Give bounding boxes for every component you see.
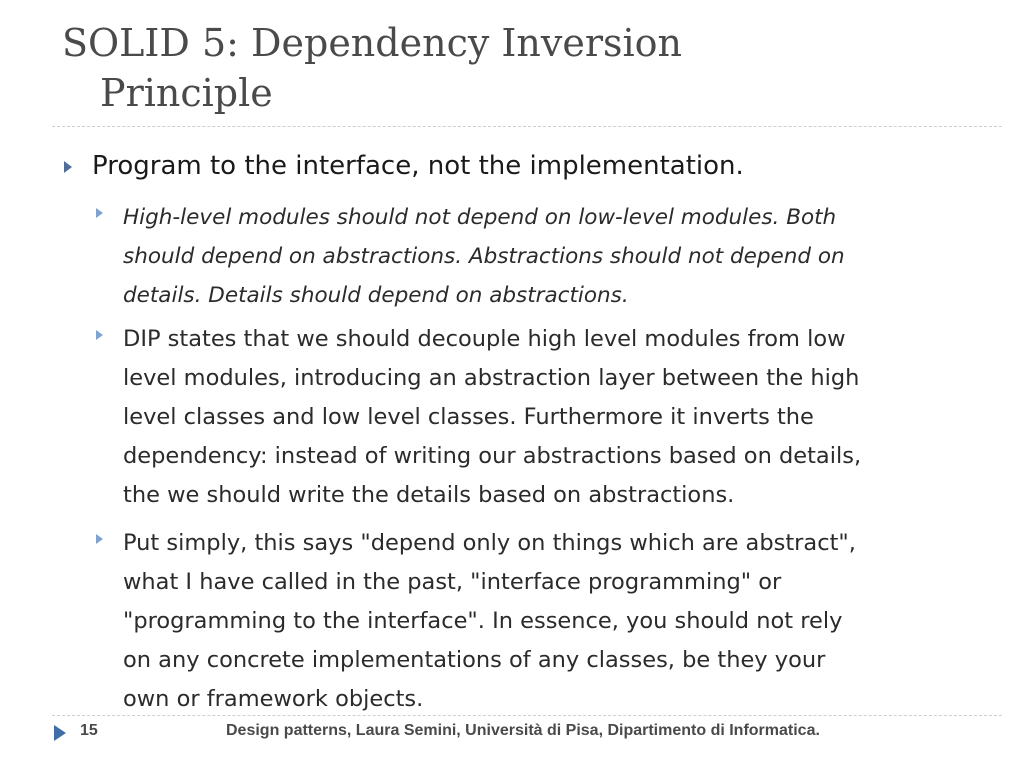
- sub-bullet-3-line: own or framework objects.: [123, 686, 424, 712]
- sub-bullet-arrow-icon: [96, 534, 103, 544]
- sub-bullet-3-text: [123, 524, 983, 719]
- sub-bullet-2-text: [123, 320, 983, 515]
- sub-bullet-1: [96, 198, 986, 318]
- page-number: 15: [80, 722, 98, 739]
- title-line-1: SOLID 5: Dependency Inversion: [62, 21, 683, 65]
- title-divider: [52, 126, 1002, 127]
- sub-bullet-arrow-icon: [96, 330, 103, 340]
- sub-bullet-2: [96, 320, 986, 520]
- title-line-2: Principle: [100, 71, 273, 115]
- main-bullet-text: Program to the interface, not the implementation.: [92, 151, 744, 181]
- sub-bullet-1-line: High-level modules should not depend on low-level modules. Both: [123, 205, 837, 230]
- sub-bullet-3-line: Put simply, this says "depend only on things which are abstract",: [123, 530, 856, 556]
- sub-bullet-2-line: level modules, introducing an abstraction layer between the high: [123, 365, 860, 391]
- sub-bullet-2-line: DIP states that we should decouple high level modules from low: [123, 326, 846, 352]
- sub-bullet-3-line: on any concrete implementations of any classes, be they your: [123, 647, 826, 673]
- sub-bullet-2-line: level classes and low level classes. Furthermore it inverts the: [123, 404, 814, 430]
- sub-bullet-3-line: what I have called in the past, "interface programming" or: [123, 569, 782, 595]
- footer-arrow-icon: [54, 725, 66, 741]
- footer-text: Design patterns, Laura Semini, Università di Pisa, Dipartimento di Informatica.: [226, 722, 820, 739]
- sub-bullet-arrow-icon: [96, 208, 103, 218]
- sub-bullet-1-line: should depend on abstractions. Abstractions should not depend on: [123, 244, 845, 269]
- sub-bullet-1-line: details. Details should depend on abstractions.: [123, 283, 629, 308]
- slide-title: [62, 18, 962, 118]
- bullet-arrow-icon: [64, 161, 72, 173]
- sub-bullet-3-line: "programming to the interface". In essence, you should not rely: [123, 608, 843, 634]
- sub-bullet-2-line: the we should write the details based on abstractions.: [123, 482, 735, 508]
- sub-bullet-1-text: [123, 198, 983, 315]
- sub-bullet-3: [96, 524, 986, 724]
- sub-bullet-2-line: dependency: instead of writing our abstractions based on details,: [123, 443, 862, 469]
- footer-divider: [52, 715, 1002, 716]
